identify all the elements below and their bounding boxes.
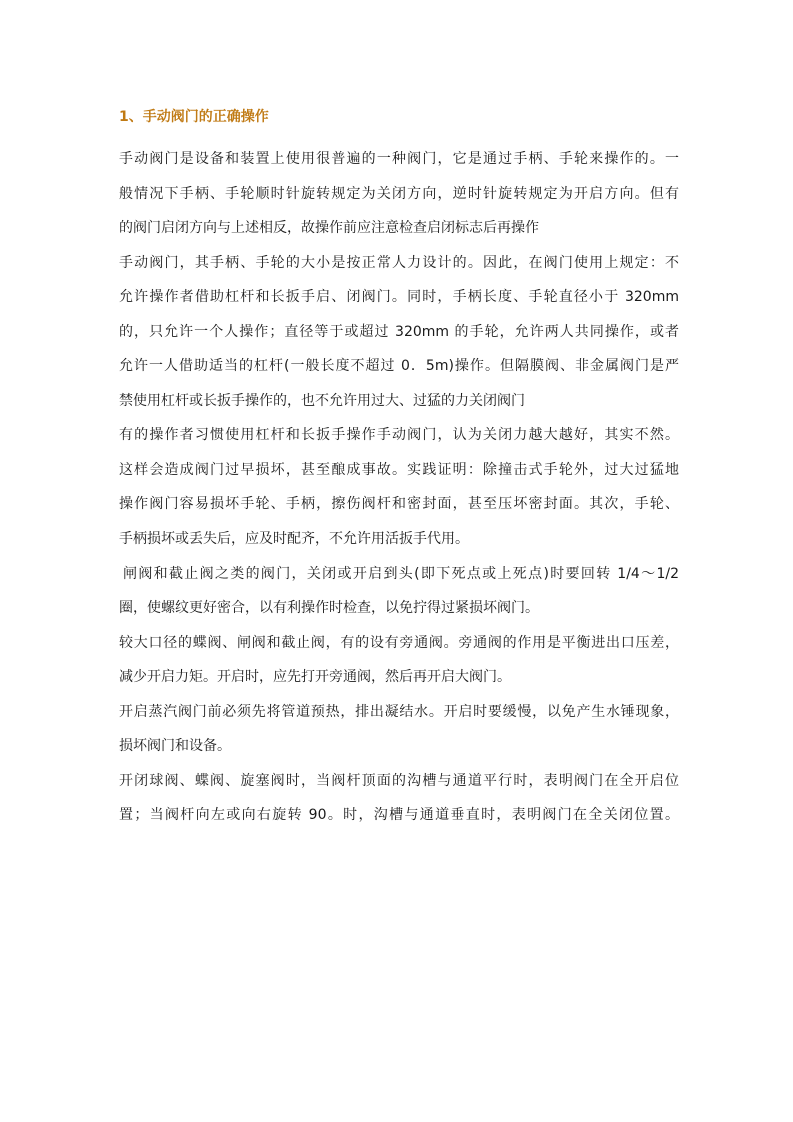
body-text-line: 圈，使螺纹更好密合，以有利操作时检查，以免拧得过紧损坏阀门。 — [119, 600, 539, 617]
body-text-line: 损坏阀门和设备。 — [119, 738, 231, 755]
body-text-line: 手柄损坏或丢失后，应及时配齐，不允许用活扳手代用。 — [119, 531, 469, 548]
body-text-line: 手动阀门是设备和装置上使用很普遍的一种阀门，它是通过手柄、手轮来操作的。一 — [119, 151, 679, 167]
body-text-line: 禁使用杠杆或长扳手操作的，也不允许用过大、过猛的力关闭阀门 — [119, 392, 525, 409]
body-text-line: 允许一人借助适当的杠杆(一般长度不超过 0．5m)操作。但隔膜阀、非金属阀门是严 — [119, 358, 679, 375]
section-heading: 1、手动阀门的正确操作 — [119, 109, 269, 125]
body-text-line: 开启蒸汽阀门前必须先将管道预热，排出凝结水。开启时要缓慢，以免产生水锤现象， — [119, 703, 679, 720]
body-text-line: 允许操作者借助杠杆和长扳手启、闭阀门。同时，手柄长度、手轮直径小于 320mm — [119, 289, 679, 306]
body-text-line: 减少开启力矩。开启时，应先打开旁通阀，然后再开启大阀门。 — [119, 669, 511, 686]
body-text-line: 开闭球阀、蝶阀、旋塞阀时，当阀杆顶面的沟槽与通道平行时，表明阀门在全开启位 — [119, 772, 679, 789]
body-text-line: 手动阀门，其手柄、手轮的大小是按正常人力设计的。因此，在阀门使用上规定：不 — [119, 254, 679, 271]
body-text-line: 般情况下手柄、手轮顺时针旋转规定为关闭方向，逆时针旋转规定为开启方向。但有 — [119, 185, 679, 202]
body-text-line: 的，只允许一个人操作；直径等于或超过 320mm 的手轮，允许两人共同操作，或者 — [119, 323, 679, 340]
body-text-line: 闸阀和截止阀之类的阀门，关闭或开启到头(即下死点或上死点)时要回转 1/4～1/2 — [123, 565, 679, 582]
body-text-line: 置；当阀杆向左或向右旋转 90。时，沟槽与通道垂直时，表明阀门在全关闭位置。 — [119, 807, 679, 824]
body-text-line: 有的操作者习惯使用杠杆和长扳手操作手动阀门，认为关闭力越大越好，其实不然。 — [119, 427, 679, 444]
body-text-line: 这样会造成阀门过早损坏，甚至酿成事故。实践证明：除撞击式手轮外，过大过猛地 — [119, 461, 679, 478]
body-text-line: 的阀门启闭方向与上述相反，故操作前应注意检查启闭标志后再操作 — [119, 220, 539, 237]
body-text-line: 操作阀门容易损坏手轮、手柄，擦伤阀杆和密封面，甚至压坏密封面。其次，手轮、 — [119, 496, 679, 513]
document-body — [119, 146, 679, 837]
body-text-line: 较大口径的蝶阀、闸阀和截止阀，有的设有旁通阀。旁通阀的作用是平衡进出口压差， — [119, 634, 679, 651]
